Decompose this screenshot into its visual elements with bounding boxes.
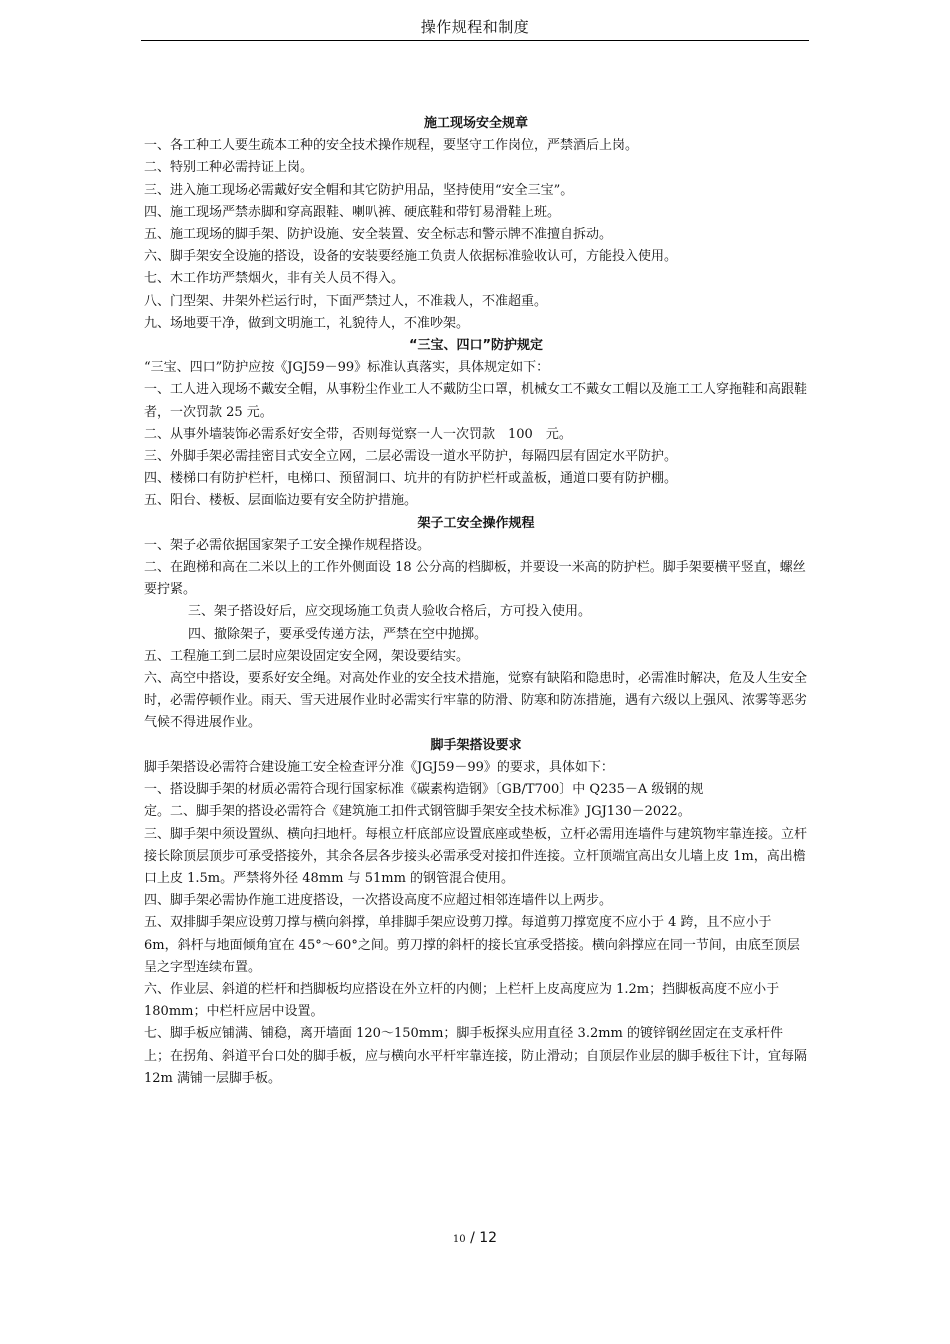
paragraph: 四、施工现场严禁赤脚和穿高跟鞋、喇叭裤、硬底鞋和带钉易滑鞋上班。 bbox=[144, 204, 561, 220]
paragraph: 一、工人进入现场不戴安全帽，从事粉尘作业工人不戴防尘口罩，机械女工不戴女工帽以及施工工人穿拖鞋和高跟鞋者，一次罚款 25 元。 bbox=[144, 382, 808, 420]
paragraph: 二、从事外墙装饰必需系好安全带，否则每觉察一人一次罚款 100 元。 bbox=[144, 426, 572, 442]
paragraph: 定。二、脚手架的搭设必需符合《建筑施工扣件式钢管脚手架安全技术标准》JGJ130－2022。 bbox=[144, 804, 691, 820]
paragraph: 四、脚手架必需协作施工进度搭设，一次搭设高度不应超过相邻连墙件以上两步。 bbox=[144, 893, 613, 909]
paragraph: 五、施工现场的脚手架、防护设施、安全装置、安全标志和警示牌不准擅自拆动。 bbox=[144, 227, 613, 243]
paragraph: 二、特别工种必需持证上岗。 bbox=[144, 160, 314, 176]
paragraph: 四、撤除架子，要承受传递方法，严禁在空中抛掷。 bbox=[188, 626, 488, 642]
paragraph: “三宝、四口”防护应按《JGJ59－99》标准认真落实，具体规定如下： bbox=[144, 360, 550, 376]
page-number: 10 bbox=[452, 1234, 466, 1245]
paragraph: 七、脚手板应铺满、铺稳，离开墙面 120～150mm；脚手板探头应用直径 3.2mm 的镀锌钢丝固定在支承杆件上；在拐角、斜道平台口处的脚手板，应与横向水平杆牢靠连接，防止滑动；自顶层作业层的脚手板往下计，宜每隔 12m 满铺一层脚手板。 bbox=[144, 1026, 808, 1086]
paragraph: 三、外脚手架必需挂密目式安全立网，二层必需设一道水平防护，每隔四层有固定水平防护。 bbox=[144, 449, 678, 465]
header-title: 操作规程和制度 bbox=[420, 18, 530, 36]
paragraph: 五、工程施工到二层时应架设固定安全网，架设要结实。 bbox=[144, 648, 470, 664]
section-title: 脚手架搭设要求 bbox=[430, 737, 522, 753]
section-title: “三宝、四口”防护规定 bbox=[408, 338, 544, 354]
section-title: 施工现场安全规章 bbox=[423, 116, 528, 131]
paragraph: 六、脚手架安全设施的搭设，设备的安装要经施工负责人依据标准验收认可，方能投入使用。 bbox=[144, 249, 678, 265]
paragraph: 六、高空中搭设，要系好安全绳。对高处作业的安全技术措施，觉察有缺陷和隐患时，必需准时解决，危及人生安全时，必需停顿作业。雨天、雪天进展作业时必需实行牢靠的防滑、防寒和防冻措施，遇有六级以上强风、浓雾等恶劣气候不得进展作业。 bbox=[144, 671, 808, 731]
paragraph: 一、各工种工人要生疏本工种的安全技术操作规程，要坚守工作岗位，严禁酒后上岗。 bbox=[144, 138, 639, 154]
paragraph: 八、门型架、井架外栏运行时，下面严禁过人，不准栽人，不准超重。 bbox=[144, 293, 548, 309]
paragraph: 五、双排脚手架应设剪刀撑与横向斜撑，单排脚手架应设剪刀撑。每道剪刀撑宽度不应小于 4 跨，且不应小于 6m，斜杆与地面倾角宜在 45°～60°之间。剪刀撑的斜杆的接长宜承受搭接。横向斜撑应在同一节间，由底至顶层呈之字型连续布置。 bbox=[144, 915, 800, 975]
paragraph: 脚手架搭设必需符合建设施工安全检查评分准《JGJ59－99》的要求，具体如下： bbox=[144, 759, 614, 775]
page-separator: / bbox=[465, 1230, 480, 1246]
paragraph: 一、搭设脚手架的材质必需符合现行国家标准《碳素构造钢》〔GB/T700〕中 Q235－A 级钢的规 bbox=[144, 782, 704, 798]
paragraph: 三、进入施工现场必需戴好安全帽和其它防护用品，坚持使用“安全三宝”。 bbox=[144, 182, 574, 198]
paragraph: 六、作业层、斜道的栏杆和挡脚板均应搭设在外立杆的内侧；上栏杆上皮高度应为 1.2m；挡脚板高度不应小于 180mm；中栏杆应居中设置。 bbox=[144, 981, 780, 1020]
section-title: 架子工安全操作规程 bbox=[417, 515, 535, 531]
paragraph: 二、在跑梯和高在二米以上的工作外侧面设 18 公分高的档脚板，并要设一米高的防护栏。脚手架要横平竖直，螺丝要拧紧。 bbox=[144, 560, 806, 598]
paragraph: 一、架子必需依据国家架子工安全操作规程搭设。 bbox=[144, 537, 431, 553]
paragraph: 五、阳台、楼板、层面临边要有安全防护措施。 bbox=[144, 493, 418, 509]
paragraph: 九、场地要干净，做到文明施工，礼貌待人，不准吵架。 bbox=[144, 315, 470, 331]
page-footer bbox=[0, 1230, 950, 1246]
paragraph: 七、木工作坊严禁烟火，非有关人员不得入。 bbox=[144, 271, 405, 287]
page-header bbox=[141, 16, 809, 41]
page-total: 12 bbox=[479, 1230, 498, 1246]
document-body bbox=[144, 113, 808, 1090]
paragraph: 三、架子搭设好后，应交现场施工负责人验收合格后，方可投入使用。 bbox=[188, 604, 592, 620]
paragraph: 三、脚手架中须设置纵、横向扫地杆。每根立杆底部应设置底座或垫板，立杆必需用连墙件与建筑物牢靠连接。立杆接长除顶层顶步可承受搭接外，其余各层各步接头必需承受对接扣件连接。立杆顶端宜高出女儿墙上皮 1m，高出檐口上皮 1.5m。严禁将外径 48mm 与 51mm 的钢管混合使用。 bbox=[144, 826, 808, 886]
paragraph: 四、楼梯口有防护栏杆，电梯口、预留洞口、坑井的有防护栏杆或盖板，通道口要有防护棚。 bbox=[144, 471, 678, 487]
